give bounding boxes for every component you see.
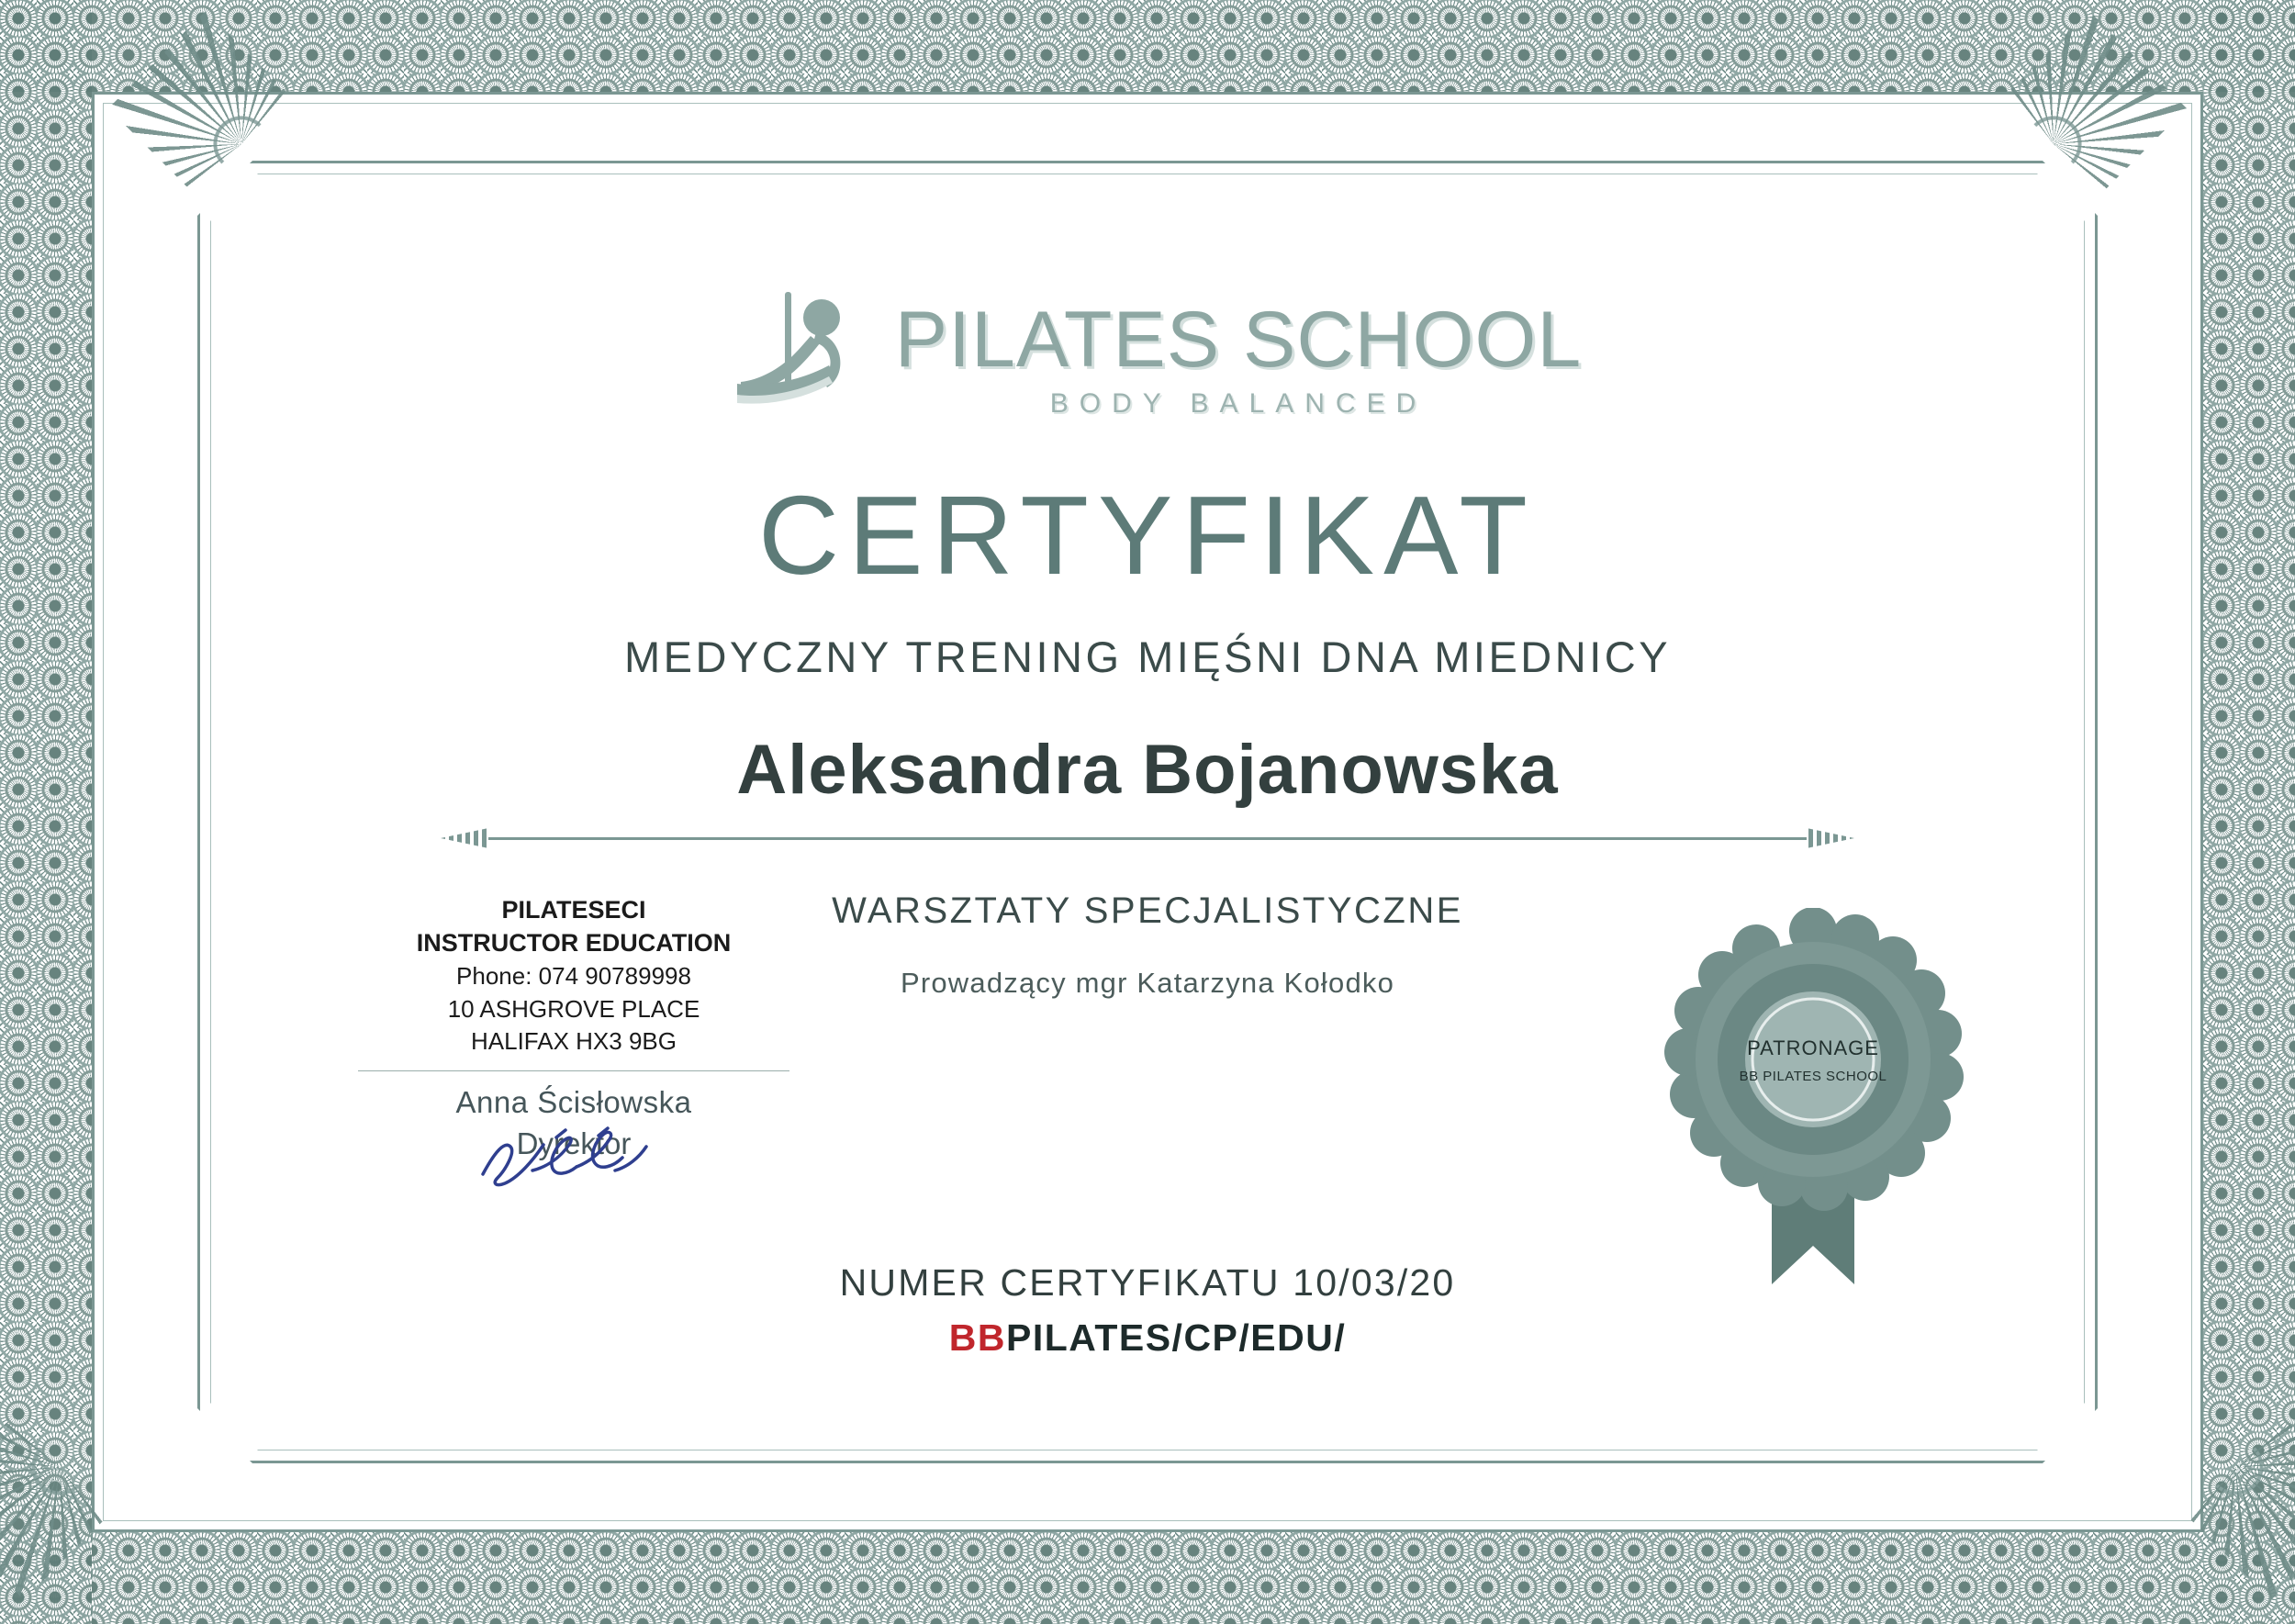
presenter-name: Prowadzący mgr Katarzyna Kołodko <box>900 967 1395 999</box>
border-left <box>0 0 92 1624</box>
certificate-code-prefix: BB <box>948 1316 1006 1359</box>
svg-text:PATRONAGE: PATRONAGE <box>1747 1036 1879 1059</box>
certificate-code <box>949 1316 1347 1360</box>
certificate-title: CERTYFIKAT <box>758 473 1537 598</box>
workshop-type: WARSZTATY SPECJALISTYCZNE <box>832 890 1463 931</box>
border-bottom <box>0 1532 2295 1624</box>
brand-wordmark <box>895 293 1582 420</box>
divider-tip-right <box>1807 828 1854 848</box>
corner-ornament-bottom-left <box>0 1418 108 1600</box>
issuer-name: PILATESECI <box>501 895 646 924</box>
signature-rule <box>358 1070 789 1071</box>
signatory-name: Anna Ścisłowska <box>455 1085 692 1120</box>
divider-tip-left <box>441 828 488 848</box>
certificate-number: NUMER CERTYFIKATU 10/03/20 <box>839 1261 1456 1304</box>
decorative-divider <box>441 826 1854 850</box>
issuer-department: INSTRUCTOR EDUCATION <box>416 929 732 958</box>
issuer-address-line1: 10 ASHGROVE PLACE <box>447 994 700 1023</box>
divider-bar <box>488 837 1807 840</box>
corner-ornament-bottom-right <box>2187 1418 2295 1600</box>
patronage-seal <box>1662 908 1965 1303</box>
certificate-subtitle: MEDYCZNY TRENING MIĘŚNI DNA MIEDNICY <box>623 633 1672 681</box>
recipient-name: Aleksandra Bojanowska <box>736 731 1559 809</box>
brand-logo <box>713 271 1582 441</box>
issuer-block <box>358 893 789 1165</box>
border-top <box>0 0 2295 92</box>
pilates-figure-icon <box>713 275 879 436</box>
brand-subtitle: BODY BALANCED <box>1049 387 1427 419</box>
certificate-content <box>220 184 2075 1440</box>
svg-text:BB PILATES SCHOOL: BB PILATES SCHOOL <box>1739 1069 1887 1084</box>
certificate-code-rest: PILATES/CP/EDU/ <box>1005 1316 1347 1359</box>
brand-title: PILATES SCHOOL <box>894 295 1583 384</box>
issuer-address-line2: HALIFAX HX3 9BG <box>471 1026 677 1055</box>
issuer-phone: Phone: 074 90789998 <box>456 962 691 991</box>
border-right <box>2203 0 2295 1624</box>
signatory-role: Dyrektor <box>516 1126 632 1161</box>
